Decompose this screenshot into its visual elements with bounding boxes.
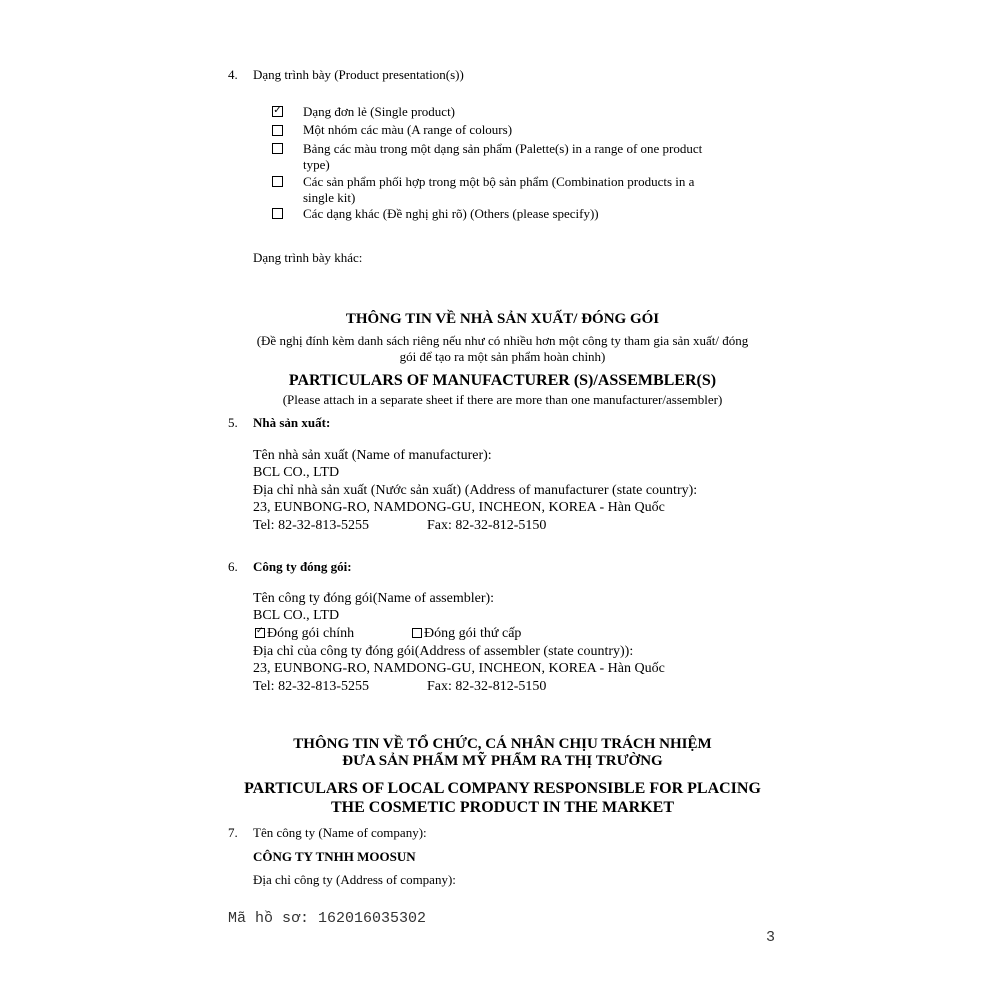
assembler-fax: Fax: 82-32-812-5150 — [427, 679, 547, 694]
page-number: 3 — [766, 929, 776, 946]
company-name-label: Tên công ty (Name of company): — [253, 825, 427, 840]
assembler-address-label: Địa chỉ của công ty đóng gói(Address of assembler (state country)): — [253, 644, 634, 659]
secondary-packaging-option[interactable] — [412, 626, 521, 642]
option-single-product-checkbox[interactable] — [272, 106, 283, 117]
primary-packaging-checkbox[interactable] — [255, 628, 265, 638]
manufacturer-tel: Tel: 82-32-813-5255 — [253, 518, 370, 533]
file-code: Mã hồ sơ: 162016035302 — [228, 910, 427, 927]
option-range-colours-label: Một nhóm các màu (A range of colours) — [303, 122, 513, 137]
primary-packaging-label: Đóng gói chính — [267, 626, 355, 641]
manufacturer-vi-note-2: gói để tạo ra một sản phẩm hoàn chỉnh) — [399, 349, 606, 364]
section6-title: Công ty đóng gói: — [253, 559, 352, 574]
option-palette-label-cont: type) — [303, 157, 330, 172]
assembler-tel: Tel: 82-32-813-5255 — [253, 679, 370, 694]
other-presentation-label: Dạng trình bày khác: — [253, 250, 363, 265]
company-name-value: CÔNG TY TNHH MOOSUN — [253, 849, 416, 864]
manufacturer-name-value: BCL CO., LTD — [253, 465, 340, 480]
section7-number: 7. — [228, 825, 238, 840]
assembler-name-label: Tên công ty đóng gói(Name of assembler): — [253, 591, 495, 606]
assembler-name-value: BCL CO., LTD — [253, 608, 340, 623]
manufacturer-vi-title: THÔNG TIN VỀ NHÀ SẢN XUẤT/ ĐÓNG GÓI — [345, 311, 660, 327]
option-others-checkbox[interactable] — [272, 208, 283, 219]
manufacturer-address-label: Địa chỉ nhà sản xuất (Nước sản xuất) (Address of manufacturer (state country): — [253, 483, 698, 498]
section5-number: 5. — [228, 415, 238, 430]
option-palette-label: Bảng các màu trong một dạng sản phẩm (Palette(s) in a range of one product — [303, 141, 703, 156]
manufacturer-en-note: (Please attach in a separate sheet if there are more than one manufacturer/assembler) — [282, 392, 723, 407]
local-vi-title-1: THÔNG TIN VỀ TỔ CHỨC, CÁ NHÂN CHỊU TRÁCH NHIỆM — [293, 736, 712, 752]
local-vi-title-2: ĐƯA SẢN PHẨM MỸ PHẨM RA THỊ TRƯỜNG — [342, 753, 663, 769]
option-single-product-label: Dạng đơn lẻ (Single product) — [303, 104, 456, 119]
section4-number: 4. — [228, 67, 238, 82]
assembler-address-value: 23, EUNBONG-RO, NAMDONG-GU, INCHEON, KOREA - Hàn Quốc — [253, 661, 665, 676]
local-en-title-2: THE COSMETIC PRODUCT IN THE MARKET — [330, 799, 674, 816]
option-others-label: Các dạng khác (Đề nghị ghi rõ) (Others (please specify)) — [303, 206, 599, 221]
section5-title: Nhà sản xuất: — [253, 415, 331, 430]
option-range-colours-checkbox[interactable] — [272, 125, 283, 136]
manufacturer-fax: Fax: 82-32-812-5150 — [427, 518, 547, 533]
section6-number: 6. — [228, 559, 238, 574]
manufacturer-en-title: PARTICULARS OF MANUFACTURER (S)/ASSEMBLER(S) — [288, 372, 717, 389]
primary-packaging-option[interactable] — [255, 626, 354, 642]
option-combination-label: Các sản phẩm phối hợp trong một bộ sản phẩm (Combination products in a — [303, 174, 695, 189]
secondary-packaging-label: Đóng gói thứ cấp — [424, 626, 522, 641]
local-en-title-1: PARTICULARS OF LOCAL COMPANY RESPONSIBLE FOR PLACING — [244, 780, 761, 797]
manufacturer-vi-note-1: (Đề nghị đính kèm danh sách riêng nếu như có nhiều hơn một công ty tham gia sản xuất/ đóng — [256, 333, 749, 348]
option-combination-label-cont: single kit) — [303, 190, 356, 205]
secondary-packaging-checkbox[interactable] — [412, 628, 422, 638]
company-address-label: Địa chỉ công ty (Address of company): — [253, 872, 456, 887]
option-combination-checkbox[interactable] — [272, 176, 283, 187]
manufacturer-address-value: 23, EUNBONG-RO, NAMDONG-GU, INCHEON, KOREA - Hàn Quốc — [253, 500, 665, 515]
option-palette-checkbox[interactable] — [272, 143, 283, 154]
manufacturer-name-label: Tên nhà sản xuất (Name of manufacturer): — [253, 448, 492, 463]
section4-title: Dạng trình bày (Product presentation(s)) — [253, 67, 464, 82]
